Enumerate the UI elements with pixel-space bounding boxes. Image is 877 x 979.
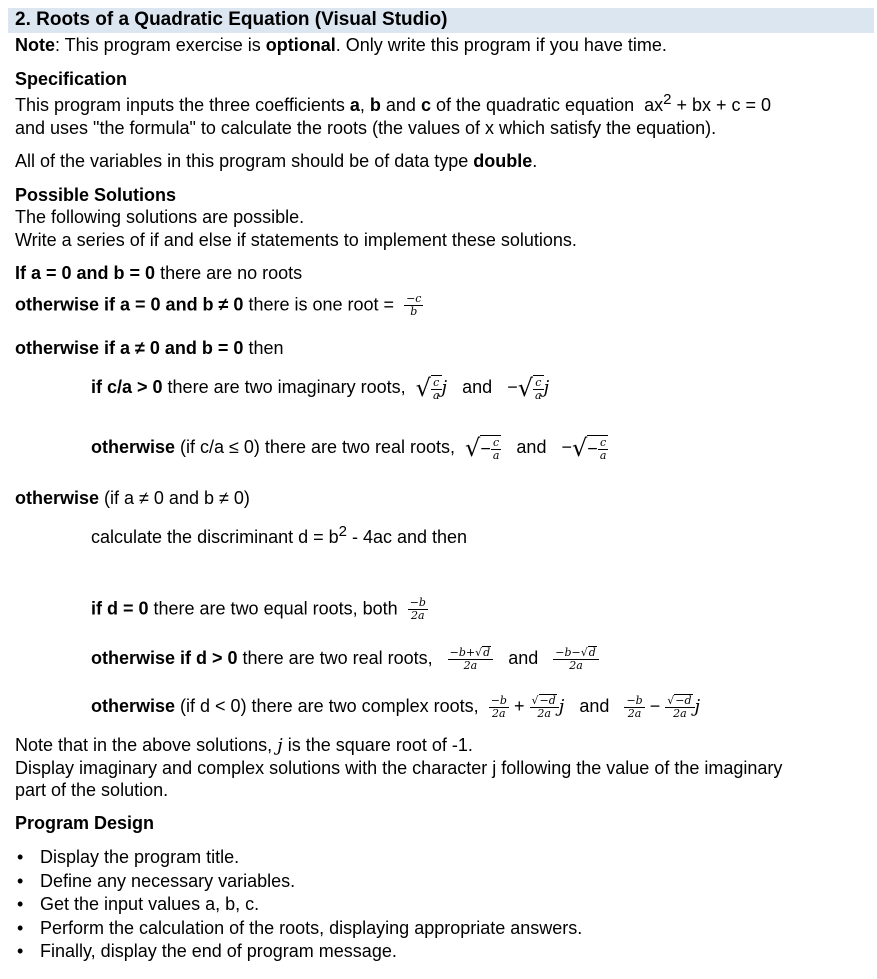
sqrt-note-line: Note that in the above solutions, j is the square root of -1. <box>15 735 473 756</box>
case-two-real-roots: otherwise if d > 0 there are two real roots, $\frac{-b+√d}{2a}$ and $\frac{-b-√d}{2a}$ <box>91 646 599 672</box>
specification-line-2: and uses "the formula" to calculate the roots (the values of x which satisfy the equation). <box>15 118 717 138</box>
case-imaginary-roots: if c/a > 0 there are two imaginary roots, √ $\frac{c}{a}$ j and −√ $\frac{c}{a}$ j <box>91 374 550 402</box>
fraction-neg-c-over-b: $\frac{-c}{b}$ <box>406 292 422 318</box>
program-design-heading: Program Design <box>15 813 155 833</box>
list-item: • Perform the calculation of the roots, displaying appropriate answers. <box>15 918 582 942</box>
case-one-root: otherwise if a = 0 and b ≠ 0 there is one root = $\frac{-c}{b}$ <box>15 292 422 318</box>
page-title: 2. Roots of a Quadratic Equation (Visual Studio) <box>15 9 448 30</box>
display-note-line-2: part of the solution. <box>15 780 169 800</box>
solutions-heading: Possible Solutions <box>15 185 177 205</box>
solutions-line-2: Write a series of if and else if statements to implement these solutions. <box>15 230 577 250</box>
case-no-roots: If a = 0 and b = 0 there are no roots <box>15 263 303 283</box>
list-item: • Finally, display the end of program message. <box>15 941 582 965</box>
program-design-list <box>15 847 582 965</box>
discriminant-line: calculate the discriminant $d = b^2 - 4ac$ and then <box>91 523 468 547</box>
case-general: otherwise (if a ≠ 0 and b ≠ 0) <box>15 488 250 508</box>
data-type-line: All of the variables in this program should be of data type double. <box>15 151 538 171</box>
case-complex-roots: otherwise (if d < 0) there are two complex roots, $\frac{-b}{2a}$ + $\frac{√-d}{2a}$ j and $\frac{-b}{2a}$ − $\frac{√-d}{2a}$ j <box>91 693 701 720</box>
quadratic-equation: $ax^2$ + bx + c = 0 <box>644 91 772 115</box>
list-item: • Get the input values a, b, c. <box>15 894 582 918</box>
case-b-zero: otherwise if a ≠ 0 and b = 0 then <box>15 338 284 358</box>
specification-heading: Specification <box>15 69 128 89</box>
display-note-line-1: Display imaginary and complex solutions with the character j following the value of the imaginary <box>15 758 783 778</box>
case-equal-roots: if d = 0 there are two equal roots, both $\frac{-b}{2a}$ <box>91 596 426 622</box>
note-line: Note: This program exercise is optional. Only write this program if you have time. <box>15 35 667 55</box>
solutions-line-1: The following solutions are possible. <box>15 207 305 227</box>
list-item: • Display the program title. <box>15 847 582 871</box>
specification-line-1: This program inputs the three coefficients a, b and c of the quadratic equation $ax^2$ + bx + c = 0 <box>15 91 772 115</box>
list-item: • Define any necessary variables. <box>15 871 582 895</box>
case-real-roots: otherwise (if c/a ≤ 0) there are two real roots, √− $\frac{c}{a}$ and −√− $\frac{c}{a}$ <box>91 434 607 462</box>
